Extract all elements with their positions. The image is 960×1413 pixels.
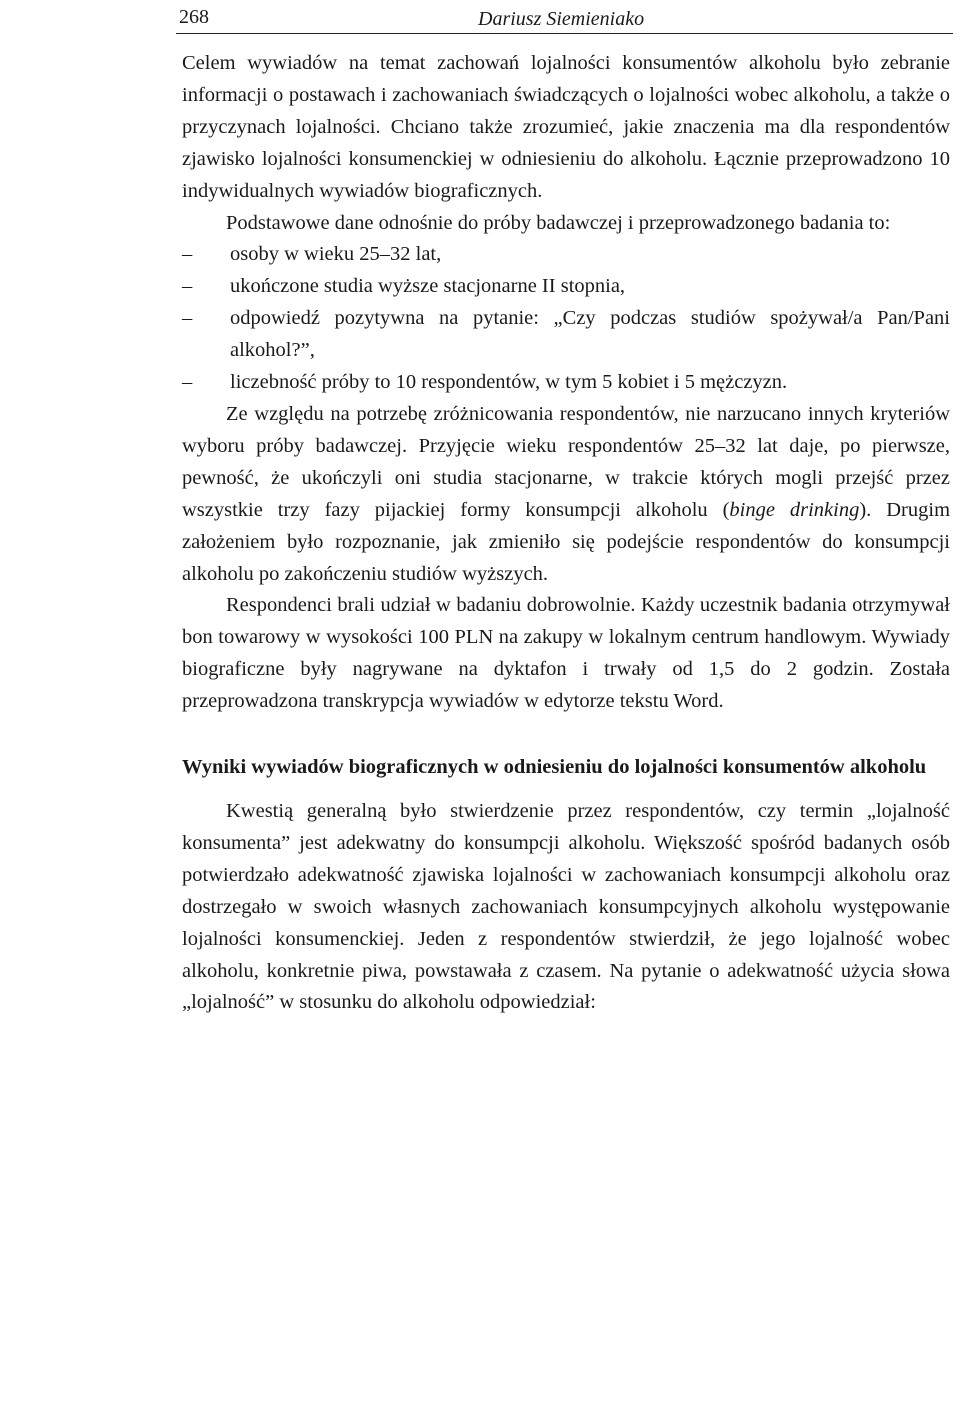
list-item-text: odpowiedź pozytywna na pytanie: „Czy podczas studiów spożywał/a Pan/Pani alkohol?”, [230,307,950,362]
dash-bullet: – [182,275,193,298]
list-item [182,239,950,271]
dash-bullet: – [182,307,193,330]
dash-bullet: – [182,243,193,266]
list-item-text: osoby w wieku 25–32 lat, [230,243,442,266]
body-text [182,48,950,1019]
list-item-text: ukończone studia wyższe stacjonarne II stopnia, [230,275,626,298]
running-head: Dariusz Siemieniako [478,8,645,30]
page-number: 268 [179,6,209,28]
italic-term: binge drinking [729,498,860,521]
paragraph-sample-intro: Podstawowe dane odnośnie do próby badawczej i przeprowadzonego badania to: [226,211,891,234]
list-item [182,271,950,303]
list-item-text: liczebność próby to 10 respondentów, w tym 5 kobiet i 5 mężczyzn. [230,371,788,394]
paragraph-results: Kwestią generalną było stwierdzenie przez respondentów, czy termin „lojalność konsumenta” jest adekwatny do konsumpcji alkoholu. Większość spośród badanych osób potwierdzało adekwatność zjawiska lojalności w zachowaniach konsumpcji alkoholu oraz dostrzegało w swoich własnych zachowaniach konsumpcyjnych alkoholu występowanie lojalności konsumenckiej. Jeden z respondentów stwierdził, że jego lojalność wobec alkoholu, konkretnie piwa, powstawała z czasem. Na pytanie o adekwatność użycia słowa „lojalność” w stosunku do alkoholu odpowiedział: [182,800,950,1014]
header-rule [176,33,953,34]
section-heading: Wyniki wywiadów biograficznych w odniesieniu do lojalności konsumentów alkoholu [182,756,927,779]
paragraph-age-rationale [182,399,950,590]
list-item [182,367,950,399]
paragraph-text: ). Drugim założeniem było rozpoznanie, jak zmieniło się podejście respondentów do konsumpcji alkoholu po zakończeniu studiów wyższych. [182,498,951,585]
dash-bullet: – [182,371,193,394]
sample-criteria-list [182,239,950,399]
paragraph-procedure: Respondenci brali udział w badaniu dobrowolnie. Każdy uczestnik badania otrzymywał bon towarowy w wysokości 100 PLN na zakupy w lokalnym centrum handlowym. Wywiady biograficzne były nagrywane na dyktafon i trwały od 1,5 do 2 godzin. Została przeprowadzona transkrypcja wywiadów w edytorze tekstu Word. [182,594,950,713]
list-item [182,303,950,367]
paragraph-text: Ze względu na potrzebę zróżnicowania respondentów, nie narzucano innych kryteriów wyboru próby badawczej. Przyjęcie wieku respondentów 25–32 lat daje, po pierwsze, pewność, że ukończyli oni studia stacjonarne, w trakcie których mogli przejść przez wszystkie trzy fazy pijackiej formy konsumpcji alkoholu ( [182,402,950,521]
paragraph-aims: Celem wywiadów na temat zachowań lojalności konsumentów alkoholu było zebranie informacji o postawach i zachowaniach świadczących o lojalności wobec alkoholu, a także o przyczynach lojalności. Chciano także zrozumieć, jakie znaczenia ma dla respondentów zjawisko lojalności konsumenckiej w odniesieniu do alkoholu. Łącznie przeprowadzono 10 indywidualnych wywiadów biograficznych. [182,52,950,202]
